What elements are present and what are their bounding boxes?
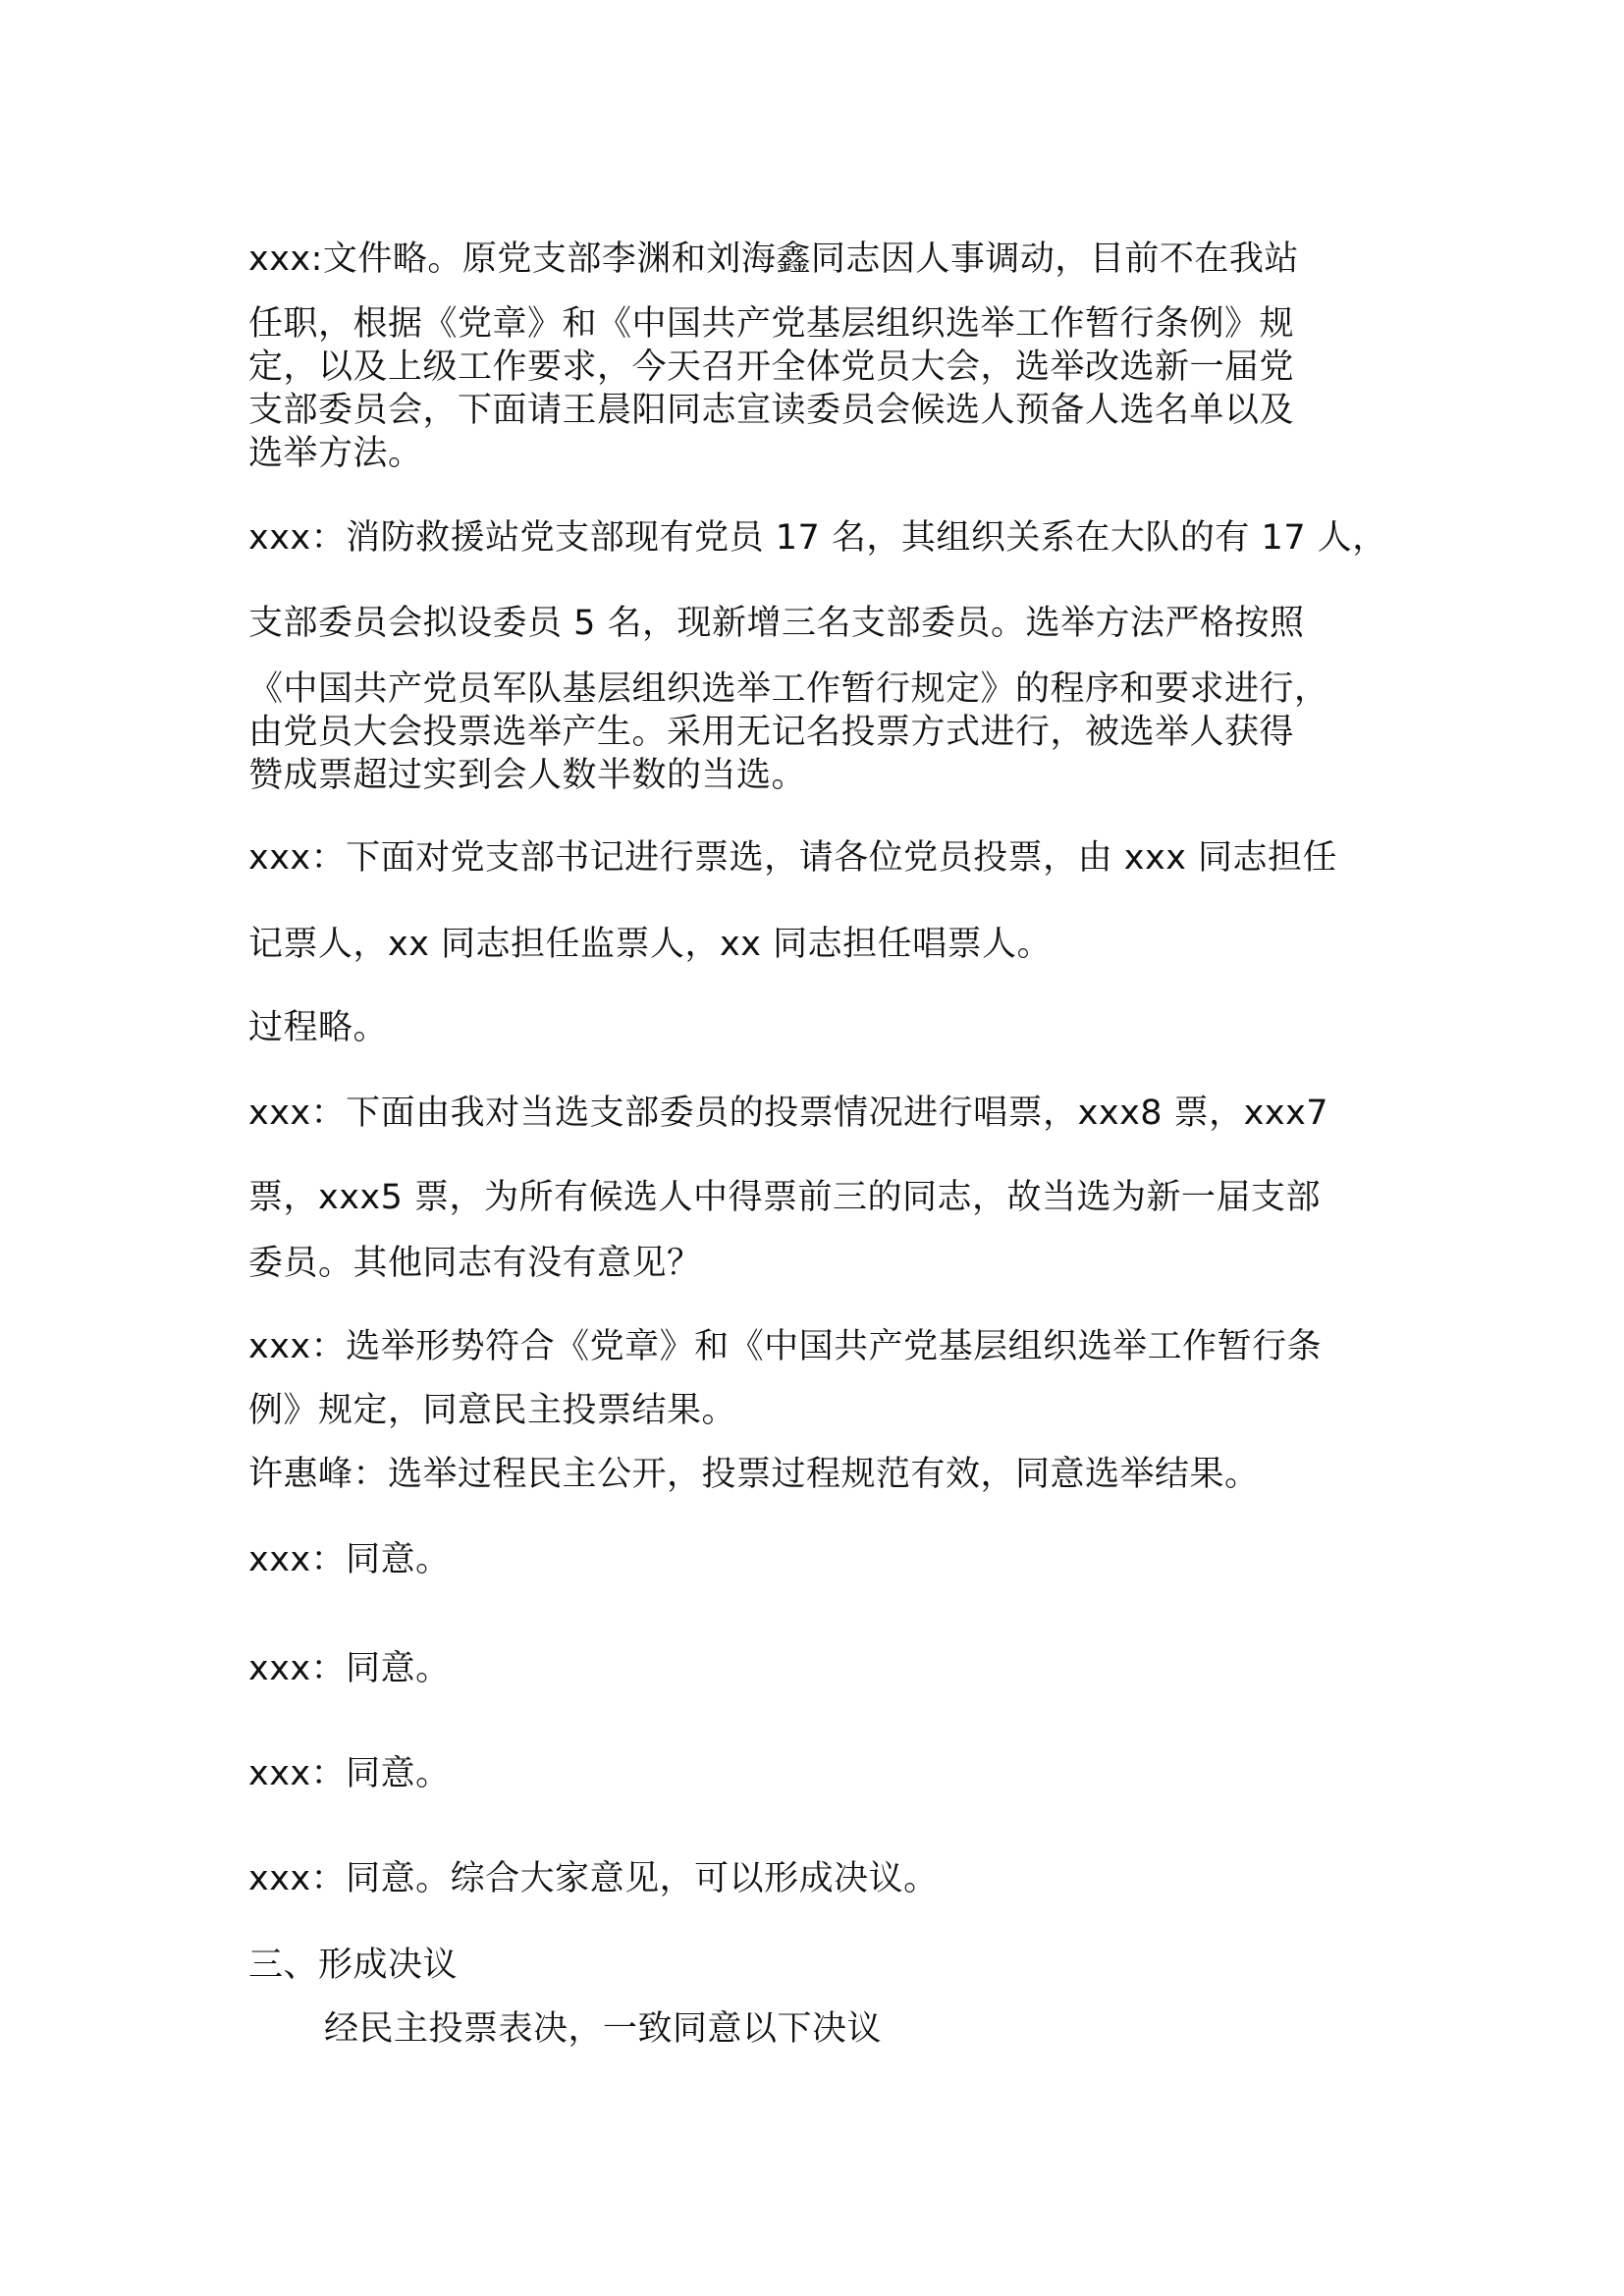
text-line: xxx：同意。 — [248, 1540, 451, 1579]
text-line: 赞成票超过实到会人数半数的当选。 — [248, 756, 807, 795]
text-line: 支部委员会，下面请王晨阳同志宣读委员会候选人预备人选名单以及 — [248, 391, 1295, 430]
text-line: 经民主投票表决，一致同意以下决议 — [324, 2009, 883, 2049]
text-line: 委员。其他同志有没有意见？ — [248, 1244, 702, 1283]
text-line: 《中国共产党员军队基层组织选举工作暂行规定》的程序和要求进行， — [248, 669, 1329, 709]
text-line: xxx：同意。综合大家意见，可以形成决议。 — [248, 1859, 939, 1898]
text-line: 许惠峰：选举过程民主公开，投票过程规范有效，同意选举结果。 — [248, 1455, 1260, 1494]
text-line: xxx：下面由我对当选支部委员的投票情况进行唱票，xxx8 票，xxx7 — [248, 1094, 1329, 1133]
text-line: 任职，根据《党章》和《中国共产党基层组织选举工作暂行条例》规 — [248, 304, 1295, 344]
section-heading: 三、形成决议 — [248, 1946, 459, 1985]
text-line: xxx：消防救援站党支部现有党员 17 名，其组织关系在大队的有 17 人， — [248, 518, 1387, 558]
text-line: 支部委员会拟设委员 5 名，现新增三名支部委员。选举方法严格按照 — [248, 604, 1305, 643]
text-line: 记票人，xx 同志担任监票人，xx 同志担任唱票人。 — [248, 925, 1053, 964]
text-line: xxx：同意。 — [248, 1754, 451, 1793]
text-line: 例》规定，同意民主投票结果。 — [248, 1391, 737, 1430]
text-line: 由党员大会投票选举产生。采用无记名投票方式进行，被选举人获得 — [248, 713, 1295, 752]
text-line: 定，以及上级工作要求，今天召开全体党员大会，选举改选新一届党 — [248, 347, 1295, 387]
text-line: xxx：同意。 — [248, 1649, 451, 1688]
text-line: 过程略。 — [248, 1008, 389, 1047]
text-line: 票，xxx5 票，为所有候选人中得票前三的同志，故当选为新一届支部 — [248, 1178, 1322, 1217]
text-line: 选举方法。 — [248, 434, 423, 473]
text-line: xxx：下面对党支部书记进行票选，请各位党员投票，由 xxx 同志担任 — [248, 838, 1338, 878]
text-line: xxx:文件略。原党支部李渊和刘海鑫同志因人事调动，目前不在我站 — [248, 240, 1299, 279]
text-line: xxx：选举形势符合《党章》和《中国共产党基层组织选举工作暂行条 — [248, 1327, 1323, 1366]
